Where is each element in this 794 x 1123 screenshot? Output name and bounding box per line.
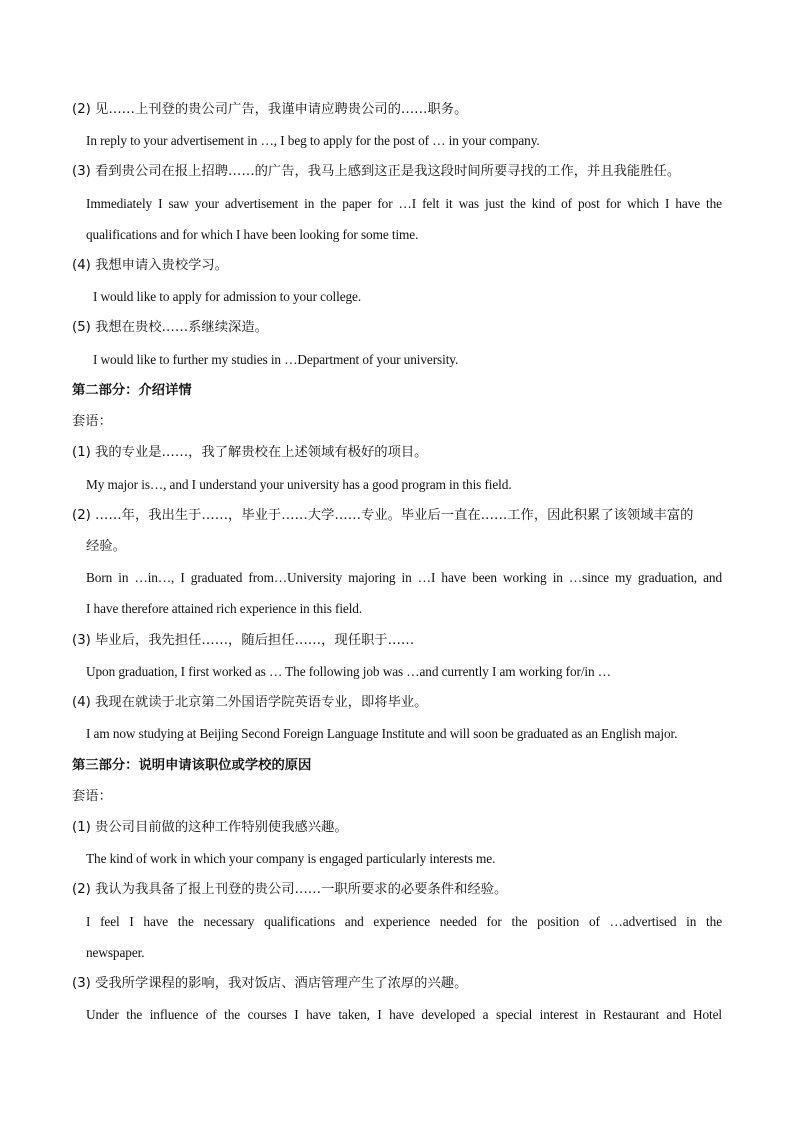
s3-item-2-en-line1: I feel I have the necessary qualifications and experience needed for the position of …advertised in the — [86, 914, 722, 929]
s3-item-1-cn: (1) 贵公司目前做的这种工作特别使我感兴趣。 — [72, 820, 348, 835]
s3-item-2-cn: (2) 我认为我具备了报上刊登的贵公司……一职所要求的必要条件和经验。 — [72, 882, 508, 897]
s3-item-2-en-line2: newspaper. — [86, 945, 145, 960]
s2-item-4-en: I am now studying at Beijing Second Foreign Language Institute and will soon be graduated as an English major. — [86, 726, 678, 741]
section-3-phrases-label: 套语： — [72, 789, 112, 804]
s2-item-3-en: Upon graduation, I first worked as … The following job was …and currently I am working for/in … — [86, 664, 611, 679]
section-2-phrases-label: 套语： — [72, 414, 112, 429]
s3-item-1-en: The kind of work in which your company is engaged particularly interests me. — [86, 851, 496, 866]
s2-item-2-en-line1: Born in …in…, I graduated from…University majoring in …I have been working in …since my graduation, and — [86, 570, 722, 585]
item-3-cn: (3) 看到贵公司在报上招聘……的广告，我马上感到这正是我这段时间所要寻找的工作，并且我能胜任。 — [72, 164, 681, 179]
s3-item-3-cn: (3) 受我所学课程的影响，我对饭店、酒店管理产生了浓厚的兴趣。 — [72, 976, 468, 991]
item-5-en: I would like to further my studies in …Department of your university. — [93, 352, 459, 367]
section-3-heading: 第三部分：说明申请该职位或学校的原因 — [72, 758, 312, 773]
item-3-en-line2: qualifications and for which I have been looking for some time. — [86, 227, 419, 242]
item-5-cn: (5) 我想在贵校……系继续深造。 — [72, 320, 268, 335]
item-2-cn: (2) 见……上刊登的贵公司广告，我谨申请应聘贵公司的……职务。 — [72, 102, 468, 117]
item-4-cn: (4) 我想申请入贵校学习。 — [72, 258, 229, 273]
s2-item-2-cn-line2: 经验。 — [86, 539, 126, 554]
s2-item-1-en: My major is…, and I understand your university has a good program in this field. — [86, 477, 512, 492]
s2-item-4-cn: (4) 我现在就读于北京第二外国语学院英语专业，即将毕业。 — [72, 695, 428, 710]
s2-item-1-cn: (1) 我的专业是……，我了解贵校在上述领域有极好的项目。 — [72, 445, 428, 460]
item-4-en: I would like to apply for admission to your college. — [93, 289, 362, 304]
section-2-heading: 第二部分：介绍详情 — [72, 383, 192, 398]
s2-item-3-cn: (3) 毕业后，我先担任……，随后担任……，现任职于…… — [72, 633, 415, 648]
item-2-en: In reply to your advertisement in …, I beg to apply for the post of … in your company. — [86, 133, 540, 148]
s3-item-3-en: Under the influence of the courses I have taken, I have developed a special interest in Restaurant and Hotel — [86, 1007, 722, 1022]
s2-item-2-en-line2: I have therefore attained rich experience in this field. — [86, 601, 363, 616]
s2-item-2-cn-line1: (2) ……年，我出生于……，毕业于……大学……专业。毕业后一直在……工作，因此积累了该领域丰富的 — [72, 508, 694, 523]
item-3-en-line1: Immediately I saw your advertisement in the paper for …I felt it was just the kind of post for which I have the — [86, 196, 722, 211]
